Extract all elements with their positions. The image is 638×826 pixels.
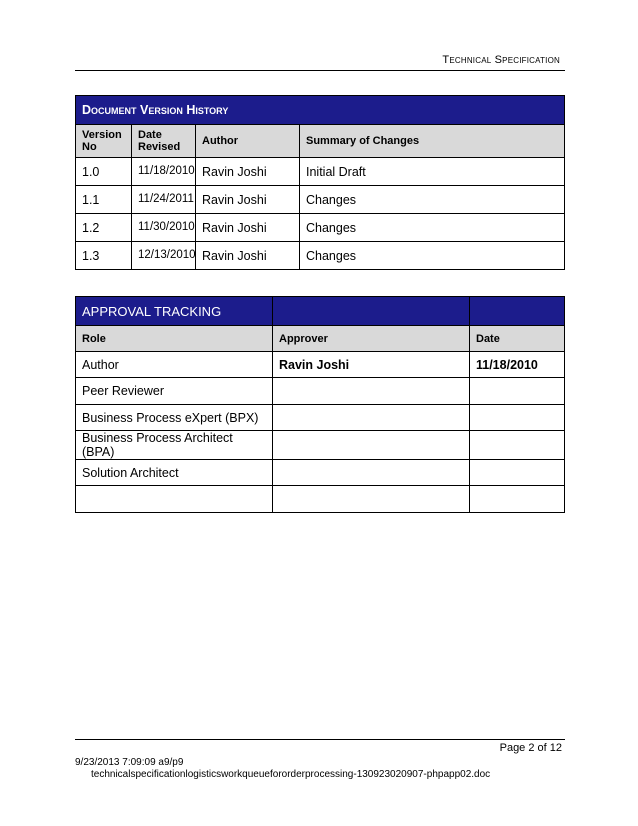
page-number: Page 2 of 12 (499, 742, 562, 754)
table-row (76, 352, 565, 378)
summary-cell: Changes (300, 242, 565, 270)
date-cell (470, 405, 565, 431)
col-date: Date (470, 326, 565, 352)
role-cell: Solution Architect (76, 460, 273, 486)
table-row (76, 486, 565, 513)
date-cell: 11/18/2010 (132, 158, 196, 186)
table-row (76, 158, 565, 186)
approval-title: APPROVAL TRACKING (76, 297, 273, 326)
summary-cell: Changes (300, 186, 565, 214)
date-cell: 11/24/2011 (132, 186, 196, 214)
approver-cell (273, 431, 470, 460)
role-cell: Author (76, 352, 273, 378)
date-cell (470, 486, 565, 513)
role-cell: Peer Reviewer (76, 378, 273, 405)
role-cell: Business Process eXpert (BPX) (76, 405, 273, 431)
approver-cell (273, 460, 470, 486)
col-approver: Approver (273, 326, 470, 352)
role-cell (76, 486, 273, 513)
approver-cell (273, 486, 470, 513)
date-cell (470, 460, 565, 486)
table-row (76, 214, 565, 242)
approval-title-blank (470, 297, 565, 326)
version-history-title: Document Version History (76, 96, 565, 125)
table-row (76, 405, 565, 431)
header-title: Technical Specification (442, 54, 560, 66)
col-role: Role (76, 326, 273, 352)
role-cell: Business Process Architect (BPA) (76, 431, 273, 460)
date-cell (470, 431, 565, 460)
version-cell: 1.2 (76, 214, 132, 242)
table-row (76, 460, 565, 486)
footer-timestamp: 9/23/2013 7:09:09 a9/p9 (75, 757, 184, 768)
footer-divider (75, 739, 565, 740)
approval-tracking-table (75, 296, 565, 513)
approval-title-blank (273, 297, 470, 326)
summary-cell: Initial Draft (300, 158, 565, 186)
table-row (76, 186, 565, 214)
date-cell: 12/13/2010 (132, 242, 196, 270)
col-version-no: Version No (76, 125, 132, 158)
approver-cell: Ravin Joshi (273, 352, 470, 378)
header-divider (75, 70, 565, 71)
date-cell (470, 378, 565, 405)
col-date-revised: Date Revised (132, 125, 196, 158)
table-row (76, 242, 565, 270)
version-history-table (75, 95, 565, 270)
date-cell: 11/30/2010 (132, 214, 196, 242)
version-cell: 1.1 (76, 186, 132, 214)
summary-cell: Changes (300, 214, 565, 242)
author-cell: Ravin Joshi (196, 186, 300, 214)
author-cell: Ravin Joshi (196, 242, 300, 270)
footer-filename: technicalspecificationlogisticsworkqueuefororderprocessing-130923020907-phpapp02.doc (91, 769, 491, 780)
date-cell: 11/18/2010 (470, 352, 565, 378)
author-cell: Ravin Joshi (196, 214, 300, 242)
approver-cell (273, 405, 470, 431)
author-cell: Ravin Joshi (196, 158, 300, 186)
col-summary: Summary of Changes (300, 125, 565, 158)
version-cell: 1.0 (76, 158, 132, 186)
version-cell: 1.3 (76, 242, 132, 270)
approver-cell (273, 378, 470, 405)
col-author: Author (196, 125, 300, 158)
table-row (76, 378, 565, 405)
table-row (76, 431, 565, 460)
